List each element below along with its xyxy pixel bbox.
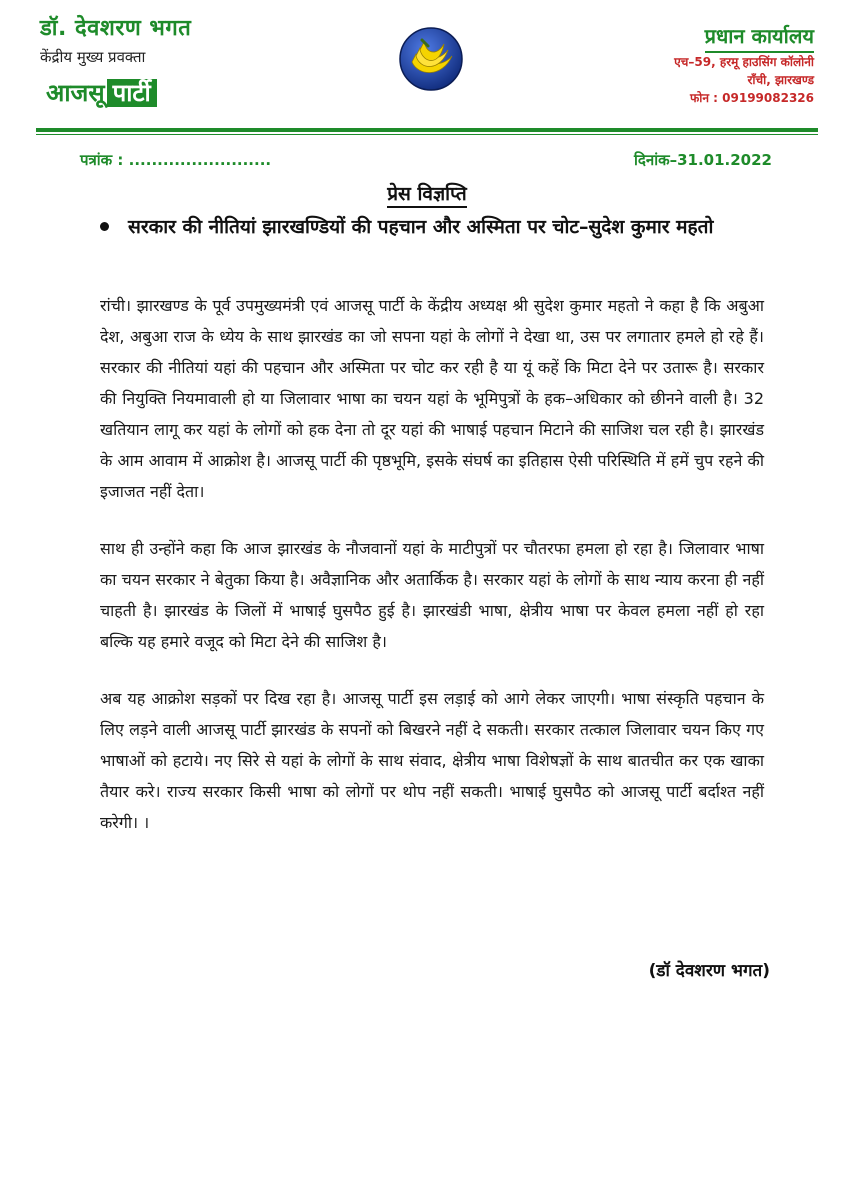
address-line-1: एच–59, हरमू हाउसिंग कॉलोनी: [674, 55, 814, 69]
headline-block: [100, 212, 790, 242]
party-logo-text-a: आजसू: [46, 79, 105, 107]
body-text: [100, 290, 764, 864]
signature: (डॉ देवशरण भगत): [648, 961, 770, 981]
paragraph-1: रांची। झारखण्ड के पूर्व उपमुख्यमंत्री एवं आजसू पार्टी के केंद्रीय अध्यक्ष श्री सुदेश कुमार महतो ने कहा है कि अबुआ देश, अबुआ राज के ध्येय के साथ झारखंड का जो सपना यहां के लोगों ने देखा था, उस पर लगातार हमले हो रहे हैं। सरकार की नीतियां यहां की पहचान और अस्मिता पर चोट कर रही है या यूं कहें कि मिटा देने पर उतारू है। सरकार की नियुक्ति नियमावाली हो या जिलावार भाषा का चयन यहां के भूमिपुत्रों के हक–अधिकार को छीनने वाली है। 32 खतियान लागू कर यहां के लोगों को हक देना तो दूर यहां की भाषाई पहचान मिटाने की साजिश चल रही है। झारखंड के आम आवाम में आक्रोश है। आजसू पार्टी की पृष्ठभूमि, इसके संघर्ष का इतिहास ऐसी परिस्थिति में हमें चुप रहने की इजाजत नहीं देता।: [100, 296, 764, 501]
header-rule: [36, 128, 818, 132]
document-date: दिनांक–31.01.2022: [634, 151, 772, 169]
document-title-text: प्रेस विज्ञप्ति: [387, 183, 467, 208]
office-title: प्रधान कार्यालय: [705, 22, 814, 53]
header-rule-thin: [36, 134, 818, 135]
letterhead-right: [554, 22, 814, 107]
letterhead-left: [40, 14, 300, 110]
paragraph-2: साथ ही उन्होंने कहा कि आज झारखंड के नौजवानों यहां के माटीपुत्रों पर चौतरफा हमला हो रहा है। जिलावार भाषा का चयन सरकार ने बेतुका किया है। अवैज्ञानिक और अतार्किक है। सरकार यहां के लोगों के साथ न्याय करना ही नहीं चाहती है। झारखंड के जिलों में भाषाई घुसपैठ हुई है। झारखंडी भाषा, क्षेत्रीय भाषा पर केवल हमला नहीं हो रहा बल्कि यह हमारे वजूद को मिटा देने की साजिश है।: [100, 539, 764, 651]
party-logo: [40, 76, 165, 110]
address-line-2: राँची, झारखण्ड: [747, 73, 814, 87]
paragraph-3: अब यह आक्रोश सड़कों पर दिख रहा है। आजसू पार्टी इस लड़ाई को आगे लेकर जाएगी। भाषा संस्कृति पहचान के लिए लड़ने वाली आजसू पार्टी झारखंड के सपनों को बिखरने नहीं दे सकती। सरकार तत्काल जिलावार चयन किए गए भाषाओं को हटाये। नए सिरे से यहां के लोगों के साथ संवाद, क्षेत्रीय भाषा विशेषज्ञों के साथ बातचीत कर एक खाका तैयार करे। राज्य सरकार किसी भाषा को लोगों पर थोप नहीं सकती। भाषाई घुसपैठ को आजसू पार्टी बर्दाश्त नहीं करेगी। ।: [100, 689, 764, 832]
headline: सरकार की नीतियां झारखण्डियों की पहचान और अस्मिता पर चोट–सुदेश कुमार महतो: [128, 216, 714, 238]
sender-name: डॉ. देवशरण भगत: [40, 16, 192, 41]
document-title: [0, 180, 854, 206]
party-logo-text-b: पार्टी: [107, 79, 157, 107]
reference-number: पत्रांक : .........................: [80, 151, 272, 169]
phone-line: फोन : 09199082326: [689, 91, 814, 105]
bullet-icon: [100, 222, 109, 231]
banana-emblem-icon: [398, 26, 464, 92]
sender-title: केंद्रीय मुख्य प्रवक्ता: [40, 48, 146, 66]
